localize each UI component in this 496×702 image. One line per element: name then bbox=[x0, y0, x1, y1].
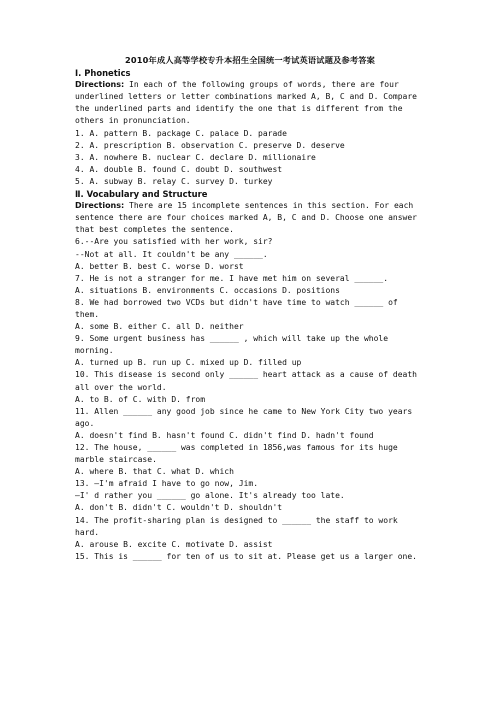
answer-options: A. turned up B. run up C. mixed up D. filled up bbox=[75, 358, 302, 368]
document-title: 2010年成人高等学校专升本招生全国统一考试英语试题及参考答案 bbox=[124, 55, 376, 65]
question-line: 15. This is ______ for ten of us to sit at. Please get us a larger one. bbox=[75, 551, 417, 561]
question-line: 14. The profit-sharing plan is designed to ______ the staff to work hard. bbox=[75, 515, 398, 537]
question-line: 7. He is not a stranger for me. I have met him on several ______. bbox=[75, 273, 389, 283]
question-line: 13. —I'm afraid I have to go now, Jim. bbox=[75, 479, 259, 489]
directions-text: There are 15 incomplete sentences in this section. For each sentence there are four choices marked A, B, C and D. Choose one answer that best completes the sentence. bbox=[75, 201, 422, 235]
answer-options: A. doesn't find B. hasn't found C. didn't find D. hadn't found bbox=[75, 430, 374, 440]
question-item: 3. A. nowhere B. nuclear C. declare D. millionaire bbox=[75, 152, 316, 162]
question-line: —I' d rather you ______ go alone. It's already too late. bbox=[75, 491, 345, 501]
section-directions bbox=[75, 79, 425, 127]
question-line: 6.--Are you satisfied with her work, sir? bbox=[75, 237, 273, 247]
directions-label: Directions: bbox=[75, 201, 125, 211]
directions-text: In each of the following groups of words, there are four underlined letters or letter combinations marked A, B, C and D. Compare the underlined parts and identify the one that is different from the others in pronunciation. bbox=[75, 80, 422, 126]
question-line: --Not at all. It couldn't be any ______. bbox=[75, 249, 268, 259]
question-item: 5. A. subway B. relay C. survey D. turkey bbox=[75, 176, 273, 186]
answer-options: A. don't B. didn't C. wouldn't D. shouldn't bbox=[75, 503, 283, 513]
phonetics-question-list bbox=[75, 128, 425, 188]
question-item: 1. A. pattern B. package C. palace D. parade bbox=[75, 128, 287, 138]
answer-options: A. situations B. environments C. occasions D. positions bbox=[75, 285, 340, 295]
question-line: 9. Some urgent business has ______ , which will take up the whole morning. bbox=[75, 334, 389, 356]
section-directions bbox=[75, 200, 425, 236]
question-item: 2. A. prescription B. observation C. preserve D. deserve bbox=[75, 140, 345, 150]
section-heading-phonetics: Ⅰ. Phonetics bbox=[75, 68, 131, 79]
question-item: 4. A. double B. found C. doubt D. southwest bbox=[75, 164, 283, 174]
answer-options: A. arouse B. excite C. motivate D. assist bbox=[75, 539, 273, 549]
document-page bbox=[75, 54, 425, 563]
answer-options: A. to B. of C. with D. from bbox=[75, 394, 206, 404]
answer-options: A. better B. best C. worse D. worst bbox=[75, 261, 244, 271]
vocabulary-question-list bbox=[75, 236, 425, 563]
answer-options: A. some B. either C. all D. neither bbox=[75, 322, 244, 332]
section-heading-vocabulary: Ⅱ. Vocabulary and Structure bbox=[75, 189, 208, 200]
question-line: 12. The house, ______ was completed in 1856,was famous for its huge marble staircase. bbox=[75, 443, 398, 465]
question-line: 11. Allen ______ any good job since he came to New York City two years ago. bbox=[75, 406, 413, 428]
question-line: 10. This disease is second only ______ heart attack as a cause of death all over the world. bbox=[75, 370, 417, 392]
answer-options: A. where B. that C. what D. which bbox=[75, 467, 234, 477]
question-line: 8. We had borrowed two VCDs but didn't have time to watch ______ of them. bbox=[75, 297, 398, 319]
directions-label: Directions: bbox=[75, 80, 125, 90]
